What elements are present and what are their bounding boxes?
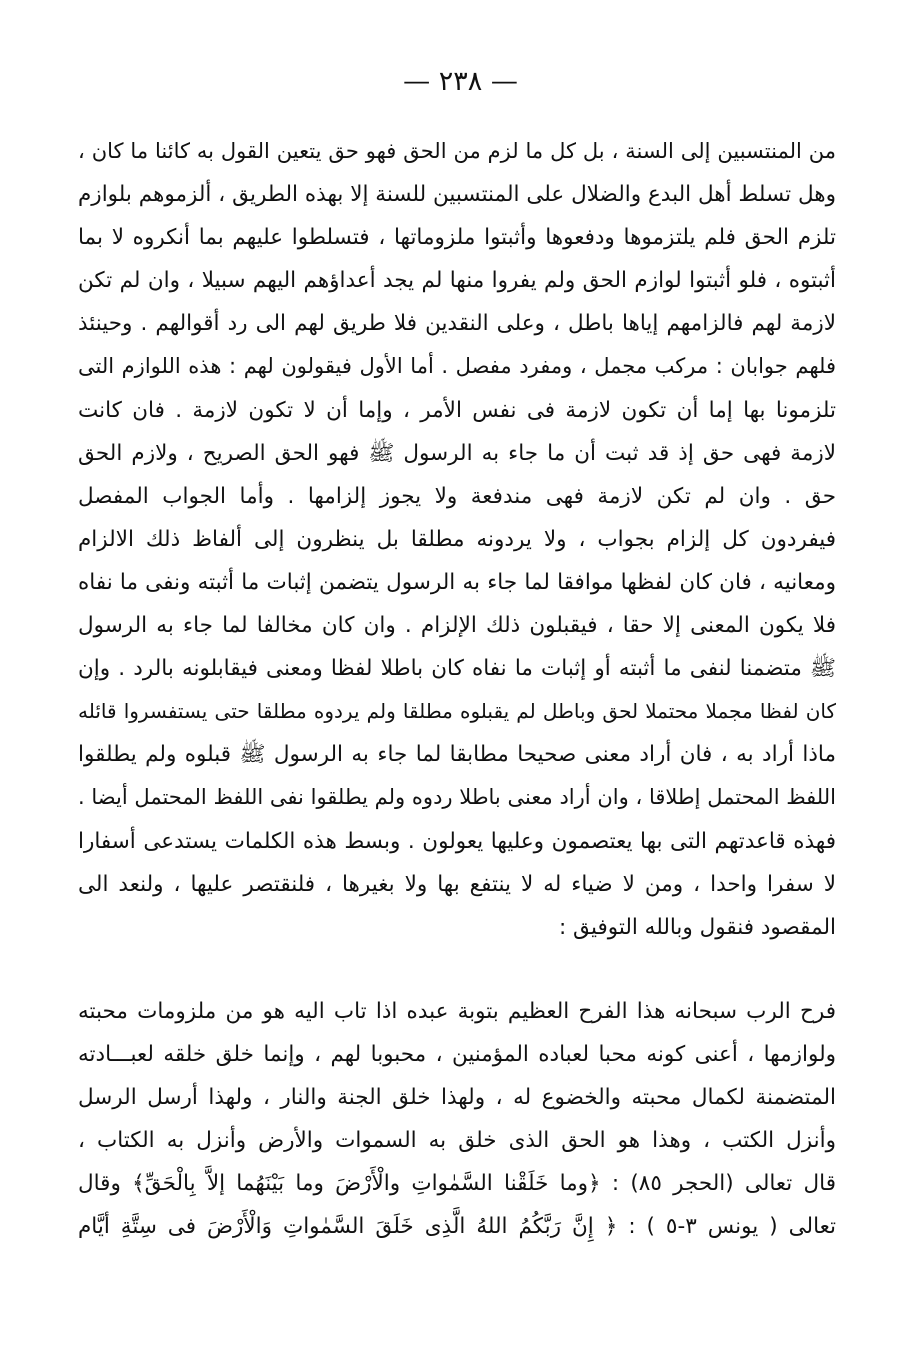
text-line: حق . وان لم تكن لازمة فهى مندفعة ولا يجوز إلزامها . وأما الجواب المفصل: [78, 483, 836, 509]
text-line: ومعانيه ، فان كان لفظها موافقا لما جاء به الرسول يتضمن إثبات ما أثبته ونفى ما نفاه: [78, 569, 836, 595]
text-line: ماذا أراد به ، فان أراد معنى صحيحا مطابقا لما جاء به الرسول ﷺ قبلوه ولم يطلقوا: [78, 742, 836, 768]
text-line: ولوازمها ، أعنى كونه محبا لعباده المؤمنين ، محبوبا لهم ، وإنما خلق خلقه لعبـــادته: [78, 1042, 836, 1068]
text-line: المتضمنة لكمال محبته والخضوع له ، ولهذا خلق الجنة والنار ، ولهذا أرسل الرسل: [78, 1085, 836, 1111]
text-line: فلا يكون المعنى إلا حقا ، فيقبلون ذلك الإلزام . وان كان مخالفا لما جاء به الرسول: [78, 613, 836, 639]
text-line: فيفردون كل إلزام بجواب ، ولا يردونه مطلقا بل ينظرون إلى ألفاظ ذلك الالزام: [78, 526, 836, 552]
text-line: فلهم جوابان : مركب مجمل ، ومفرد مفصل . أما الأول فيقولون لهم : هذه اللوازم التى: [78, 354, 836, 379]
text-line: اللفظ المحتمل إطلاقا ، وان أراد معنى باطلا ردوه ولم يطلقوا نفى اللفظ المحتمل أيضا .: [78, 785, 836, 810]
text-line: ﷺ متضمنا لنفى ما أثبته أو إثبات ما نفاه كان باطلا لفظا ومعنى فيقابلونه بالرد . وإن: [78, 656, 836, 682]
text-line: تلزم الحق فلم يلتزموها ودفعوها وأثبتوا ملزوماتها ، فتسلطوا عليهم بما أنكروه لا بما: [78, 225, 836, 251]
text-line: تعالى ( يونس ٣-٥ ) : ﴿ إِنَّ رَبَّكُمُ اللهُ الَّذِى خَلَقَ السَّمٰواتِ وَالْأَرْضَ فى سِتَّةِ أيَّام: [78, 1214, 836, 1240]
text-line: قال تعالى (الحجر ٨٥) : ﴿وما خَلَقْنا السَّمٰواتِ والْأَرْضَ وما بَيْنَهُما إلاَّ بِالْحَقِّ﴾ وقال: [78, 1171, 836, 1197]
page-number: — ٢٣٨ —: [403, 66, 518, 97]
text-line: فهذه قاعدتهم التى بها يعتصمون وعليها يعولون . وبسط هذه الكلمات يستدعى أسفارا: [78, 828, 836, 854]
text-line: لازمة لهم فالزامهم إياها باطل ، وعلى النقدين فلا طريق لهم الى رد أقوالهم . وحينئذ: [78, 311, 836, 337]
text-line: لازمة فهى حق إذ قد ثبت أن ما جاء به الرسول ﷺ فهو الحق الصريح ، ولازم الحق: [78, 440, 836, 466]
text-line: المقصود فنقول وبالله التوفيق :: [558, 914, 836, 940]
text-line: لا سفرا واحدا ، ومن لا ضياء له لا ينتفع بها ولا بغيرها ، فلنقتصر عليها ، ولنعد الى: [78, 871, 836, 897]
text-line: تلزمونا بها إما أن تكون لازمة فى نفس الأمر ، وإما أن لا تكون لازمة . فان كانت: [78, 397, 836, 423]
text-line: وأنزل الكتب ، وهذا هو الحق الذى خلق به السموات والأرض وأنزل به الكتاب ،: [78, 1128, 836, 1154]
paragraph-1: [78, 130, 836, 949]
paragraph-2: [78, 990, 836, 1249]
text-line: وهل تسلط أهل البدع والضلال على المنتسبين للسنة إلا بهذه الطريق ، ألزموهم بلوازم: [78, 182, 836, 208]
text-line: كان لفظا مجملا محتملا لحق وباطل لم يقبلوه مطلقا ولم يردوه مطلقا حتى يستفسروا قائله: [78, 699, 836, 724]
text-line: أثبتوه ، فلو أثبتوا لوازم الحق ولم يفروا منها لم يجد أعداؤهم اليهم سبيلا ، وان لم تكن: [78, 268, 836, 294]
text-line: فرح الرب سبحانه هذا الفرح العظيم بتوبة عبده اذا تاب اليه هو من ملزومات محبته: [78, 999, 836, 1024]
text-line: من المنتسبين إلى السنة ، بل كل ما لزم من الحق فهو حق يتعين القول به كائنا ما كان ،: [78, 139, 836, 163]
